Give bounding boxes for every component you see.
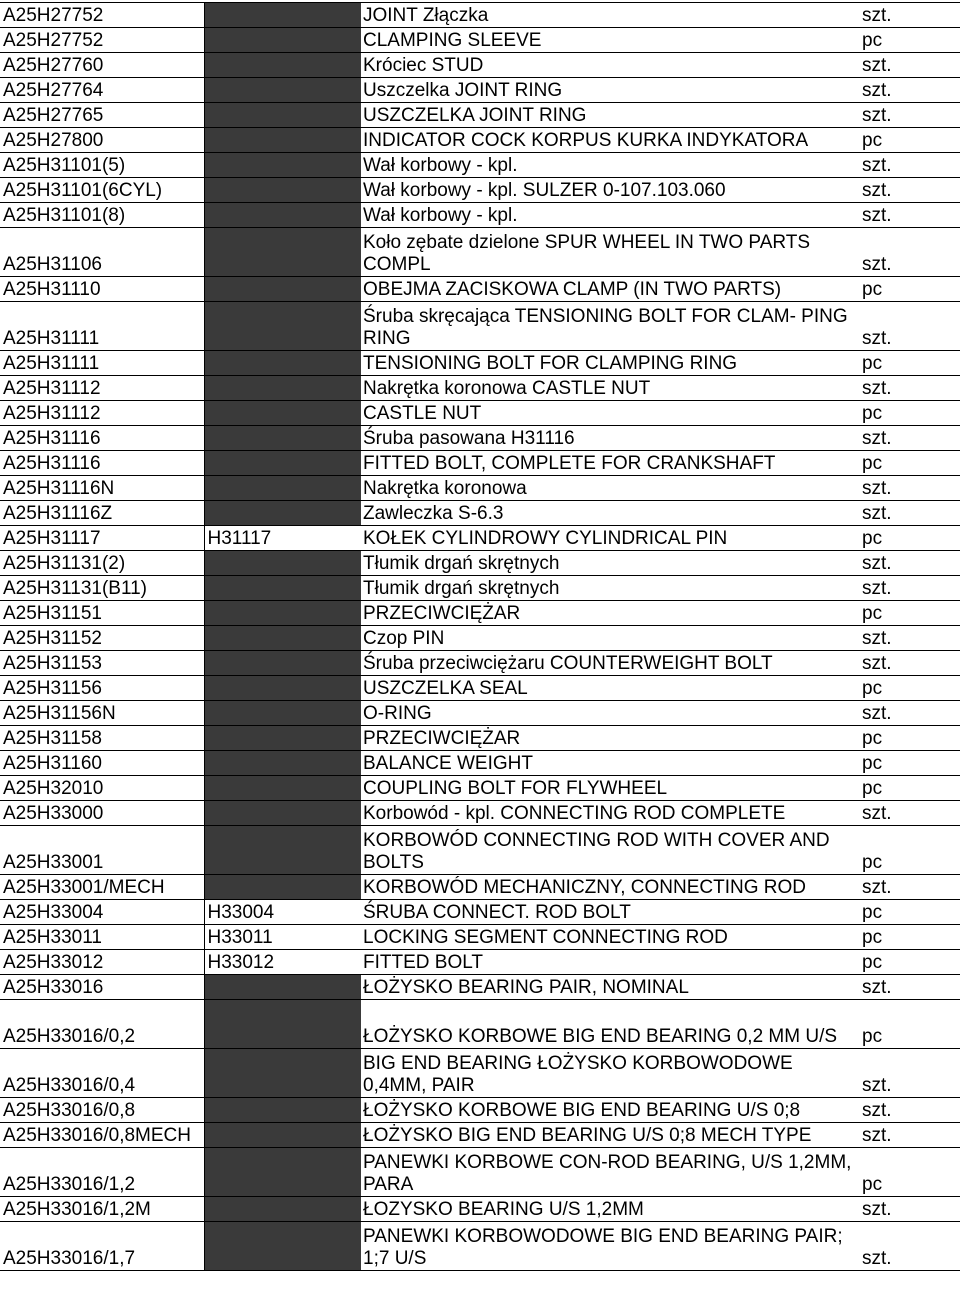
part-code-cell: A25H31101(5)	[0, 153, 204, 178]
part-code-cell: A25H31131(2)	[0, 551, 204, 576]
table-row	[0, 626, 960, 651]
reference-cell	[204, 801, 361, 826]
table-row	[0, 3, 960, 28]
description-cell: BIG END BEARING ŁOŻYSKO KORBOWODOWE 0,4MM, PAIR	[361, 1049, 860, 1098]
part-code-cell: A25H27752	[0, 28, 204, 53]
reference-cell	[204, 676, 361, 701]
reference-cell: H33011	[204, 925, 361, 950]
part-code-cell: A25H33011	[0, 925, 204, 950]
unit-cell: pc	[860, 950, 960, 975]
description-cell: Wał korbowy - kpl.	[361, 203, 860, 228]
table-row	[0, 676, 960, 701]
unit-cell: szt.	[860, 651, 960, 676]
table-row	[0, 551, 960, 576]
description-cell: Śruba przeciwciężaru COUNTERWEIGHT BOLT	[361, 651, 860, 676]
reference-cell	[204, 128, 361, 153]
unit-cell: szt.	[860, 103, 960, 128]
unit-cell: szt.	[860, 302, 960, 351]
reference-cell	[204, 1098, 361, 1123]
unit-cell: pc	[860, 451, 960, 476]
part-code-cell: A25H31116	[0, 426, 204, 451]
part-code-cell: A25H27760	[0, 53, 204, 78]
unit-cell: szt.	[860, 53, 960, 78]
reference-cell	[204, 426, 361, 451]
reference-cell	[204, 751, 361, 776]
part-code-cell: A25H27764	[0, 78, 204, 103]
parts-table-body	[0, 3, 960, 1271]
table-row	[0, 28, 960, 53]
reference-cell	[204, 826, 361, 875]
reference-cell	[204, 726, 361, 751]
description-cell: JOINT Złączka	[361, 3, 860, 28]
unit-cell: szt.	[860, 1123, 960, 1148]
reference-cell	[204, 78, 361, 103]
part-code-cell: A25H31156	[0, 676, 204, 701]
description-cell: Korbowód - kpl. CONNECTING ROD COMPLETE	[361, 801, 860, 826]
unit-cell: szt.	[860, 801, 960, 826]
part-code-cell: A25H32010	[0, 776, 204, 801]
table-row	[0, 376, 960, 401]
table-row	[0, 726, 960, 751]
part-code-cell: A25H33016/0,8MECH	[0, 1123, 204, 1148]
unit-cell: szt.	[860, 376, 960, 401]
unit-cell: pc	[860, 1000, 960, 1049]
table-row	[0, 950, 960, 975]
description-cell: PRZECIWCIĘŻAR	[361, 601, 860, 626]
reference-cell	[204, 1197, 361, 1222]
description-cell: CLAMPING SLEEVE	[361, 28, 860, 53]
description-cell: ŁOZYSKO BEARING U/S 1,2MM	[361, 1197, 860, 1222]
unit-cell: pc	[860, 676, 960, 701]
unit-cell: szt.	[860, 426, 960, 451]
description-cell: ŁOŻYSKO BIG END BEARING U/S 0;8 MECH TYPE	[361, 1123, 860, 1148]
part-code-cell: A25H33016/0,8	[0, 1098, 204, 1123]
part-code-cell: A25H31110	[0, 277, 204, 302]
part-code-cell: A25H31160	[0, 751, 204, 776]
unit-cell: szt.	[860, 1049, 960, 1098]
unit-cell: pc	[860, 526, 960, 551]
unit-cell: szt.	[860, 203, 960, 228]
reference-cell	[204, 601, 361, 626]
description-cell: Wał korbowy - kpl.	[361, 153, 860, 178]
table-row	[0, 78, 960, 103]
part-code-cell: A25H31156N	[0, 701, 204, 726]
reference-cell	[204, 376, 361, 401]
unit-cell: szt.	[860, 501, 960, 526]
unit-cell: szt.	[860, 975, 960, 1000]
reference-cell	[204, 451, 361, 476]
description-cell: INDICATOR COCK KORPUS KURKA INDYKATORA	[361, 128, 860, 153]
part-code-cell: A25H33001	[0, 826, 204, 875]
description-cell: COUPLING BOLT FOR FLYWHEEL	[361, 776, 860, 801]
reference-cell	[204, 3, 361, 28]
part-code-cell: A25H27765	[0, 103, 204, 128]
reference-cell: H33012	[204, 950, 361, 975]
reference-cell	[204, 28, 361, 53]
part-code-cell: A25H33016	[0, 975, 204, 1000]
reference-cell	[204, 626, 361, 651]
reference-cell	[204, 1222, 361, 1271]
table-row	[0, 103, 960, 128]
description-cell: ŚRUBA CONNECT. ROD BOLT	[361, 900, 860, 925]
parts-table	[0, 2, 960, 1271]
description-cell: Króciec STUD	[361, 53, 860, 78]
reference-cell: H31117	[204, 526, 361, 551]
unit-cell: szt.	[860, 626, 960, 651]
description-cell: TENSIONING BOLT FOR CLAMPING RING	[361, 351, 860, 376]
part-code-cell: A25H33016/0,2	[0, 1000, 204, 1049]
description-cell: Nakrętka koronowa	[361, 476, 860, 501]
table-row	[0, 900, 960, 925]
unit-cell: szt.	[860, 228, 960, 277]
description-cell: CASTLE NUT	[361, 401, 860, 426]
unit-cell: pc	[860, 900, 960, 925]
reference-cell	[204, 651, 361, 676]
unit-cell: pc	[860, 1148, 960, 1197]
reference-cell	[204, 875, 361, 900]
table-row	[0, 128, 960, 153]
description-cell: FITTED BOLT	[361, 950, 860, 975]
unit-cell: szt.	[860, 576, 960, 601]
description-cell: Wał korbowy - kpl. SULZER 0-107.103.060	[361, 178, 860, 203]
part-code-cell: A25H31117	[0, 526, 204, 551]
table-row	[0, 975, 960, 1000]
reference-cell	[204, 203, 361, 228]
part-code-cell: A25H31101(8)	[0, 203, 204, 228]
unit-cell: pc	[860, 776, 960, 801]
unit-cell: szt.	[860, 875, 960, 900]
unit-cell: pc	[860, 28, 960, 53]
part-code-cell: A25H31111	[0, 351, 204, 376]
unit-cell: pc	[860, 751, 960, 776]
part-code-cell: A25H31116N	[0, 476, 204, 501]
part-code-cell: A25H31158	[0, 726, 204, 751]
table-row	[0, 401, 960, 426]
reference-cell	[204, 401, 361, 426]
table-row	[0, 1000, 960, 1049]
unit-cell: szt.	[860, 153, 960, 178]
part-code-cell: A25H31116	[0, 451, 204, 476]
description-cell: Tłumik drgań skrętnych	[361, 551, 860, 576]
description-cell: ŁOŻYSKO KORBOWE BIG END BEARING U/S 0;8	[361, 1098, 860, 1123]
part-code-cell: A25H31152	[0, 626, 204, 651]
part-code-cell: A25H31153	[0, 651, 204, 676]
description-cell: Tłumik drgań skrętnych	[361, 576, 860, 601]
description-cell: Śruba pasowana H31116	[361, 426, 860, 451]
part-code-cell: A25H31112	[0, 376, 204, 401]
description-cell: Nakrętka koronowa CASTLE NUT	[361, 376, 860, 401]
reference-cell	[204, 501, 361, 526]
description-cell: KORBOWÓD CONNECTING ROD WITH COVER AND BOLTS	[361, 826, 860, 875]
reference-cell	[204, 277, 361, 302]
table-row	[0, 1222, 960, 1271]
description-cell: LOCKING SEGMENT CONNECTING ROD	[361, 925, 860, 950]
reference-cell	[204, 351, 361, 376]
table-row	[0, 277, 960, 302]
part-code-cell: A25H31111	[0, 302, 204, 351]
unit-cell: szt.	[860, 1222, 960, 1271]
table-row	[0, 1123, 960, 1148]
table-row	[0, 1148, 960, 1197]
part-code-cell: A25H31116Z	[0, 501, 204, 526]
reference-cell	[204, 1123, 361, 1148]
reference-cell	[204, 153, 361, 178]
unit-cell: szt.	[860, 3, 960, 28]
description-cell: O-RING	[361, 701, 860, 726]
table-row	[0, 576, 960, 601]
unit-cell: szt.	[860, 701, 960, 726]
table-row	[0, 801, 960, 826]
unit-cell: pc	[860, 601, 960, 626]
unit-cell: pc	[860, 925, 960, 950]
description-cell: KORBOWÓD MECHANICZNY, CONNECTING ROD	[361, 875, 860, 900]
reference-cell	[204, 1000, 361, 1049]
table-row	[0, 1098, 960, 1123]
unit-cell: szt.	[860, 1197, 960, 1222]
table-row	[0, 501, 960, 526]
description-cell: BALANCE WEIGHT	[361, 751, 860, 776]
table-row	[0, 925, 960, 950]
part-code-cell: A25H33016/1,2M	[0, 1197, 204, 1222]
table-row	[0, 351, 960, 376]
description-cell: PANEWKI KORBOWE CON-ROD BEARING, U/S 1,2MM, PARA	[361, 1148, 860, 1197]
table-row	[0, 426, 960, 451]
description-cell: USZCZELKA SEAL	[361, 676, 860, 701]
unit-cell: szt.	[860, 551, 960, 576]
table-row	[0, 1049, 960, 1098]
unit-cell: szt.	[860, 178, 960, 203]
table-row	[0, 228, 960, 277]
table-row	[0, 875, 960, 900]
part-code-cell: A25H27752	[0, 3, 204, 28]
reference-cell	[204, 103, 361, 128]
reference-cell	[204, 53, 361, 78]
reference-cell	[204, 476, 361, 501]
part-code-cell: A25H31151	[0, 601, 204, 626]
table-row	[0, 53, 960, 78]
table-row	[0, 651, 960, 676]
part-code-cell: A25H27800	[0, 128, 204, 153]
description-cell: OBEJMA ZACISKOWA CLAMP (IN TWO PARTS)	[361, 277, 860, 302]
reference-cell	[204, 1148, 361, 1197]
unit-cell: pc	[860, 826, 960, 875]
unit-cell: pc	[860, 277, 960, 302]
reference-cell: H33004	[204, 900, 361, 925]
table-row	[0, 526, 960, 551]
part-code-cell: A25H31101(6CYL)	[0, 178, 204, 203]
part-code-cell: A25H33001/MECH	[0, 875, 204, 900]
table-row	[0, 751, 960, 776]
description-cell: PANEWKI KORBOWODOWE BIG END BEARING PAIR; 1;7 U/S	[361, 1222, 860, 1271]
reference-cell	[204, 576, 361, 601]
unit-cell: pc	[860, 351, 960, 376]
part-code-cell: A25H33004	[0, 900, 204, 925]
reference-cell	[204, 228, 361, 277]
description-cell: PRZECIWCIĘŻAR	[361, 726, 860, 751]
table-row	[0, 476, 960, 501]
part-code-cell: A25H31106	[0, 228, 204, 277]
unit-cell: szt.	[860, 476, 960, 501]
part-code-cell: A25H33016/1,7	[0, 1222, 204, 1271]
description-cell: Koło zębate dzielone SPUR WHEEL IN TWO PARTS COMPL	[361, 228, 860, 277]
unit-cell: szt.	[860, 1098, 960, 1123]
part-code-cell: A25H33016/1,2	[0, 1148, 204, 1197]
table-row	[0, 153, 960, 178]
part-code-cell: A25H33012	[0, 950, 204, 975]
table-row	[0, 302, 960, 351]
unit-cell: szt.	[860, 78, 960, 103]
table-row	[0, 178, 960, 203]
reference-cell	[204, 776, 361, 801]
reference-cell	[204, 975, 361, 1000]
part-code-cell: A25H31131(B11)	[0, 576, 204, 601]
description-cell: Zawleczka S-6.3	[361, 501, 860, 526]
table-row	[0, 1197, 960, 1222]
description-cell: Czop PIN	[361, 626, 860, 651]
description-cell: KOŁEK CYLINDROWY CYLINDRICAL PIN	[361, 526, 860, 551]
table-row	[0, 451, 960, 476]
reference-cell	[204, 1049, 361, 1098]
description-cell: FITTED BOLT, COMPLETE FOR CRANKSHAFT	[361, 451, 860, 476]
description-cell: Uszczelka JOINT RING	[361, 78, 860, 103]
table-row	[0, 701, 960, 726]
table-row	[0, 826, 960, 875]
unit-cell: pc	[860, 401, 960, 426]
reference-cell	[204, 551, 361, 576]
table-row	[0, 776, 960, 801]
table-row	[0, 203, 960, 228]
reference-cell	[204, 302, 361, 351]
table-row	[0, 601, 960, 626]
description-cell: ŁOŻYSKO BEARING PAIR, NOMINAL	[361, 975, 860, 1000]
description-cell: Śruba skręcająca TENSIONING BOLT FOR CLAM- PING RING	[361, 302, 860, 351]
unit-cell: pc	[860, 726, 960, 751]
description-cell: USZCZELKA JOINT RING	[361, 103, 860, 128]
part-code-cell: A25H31112	[0, 401, 204, 426]
reference-cell	[204, 178, 361, 203]
part-code-cell: A25H33016/0,4	[0, 1049, 204, 1098]
reference-cell	[204, 701, 361, 726]
part-code-cell: A25H33000	[0, 801, 204, 826]
description-cell: ŁOŻYSKO KORBOWE BIG END BEARING 0,2 MM U/S	[361, 1000, 860, 1049]
unit-cell: pc	[860, 128, 960, 153]
